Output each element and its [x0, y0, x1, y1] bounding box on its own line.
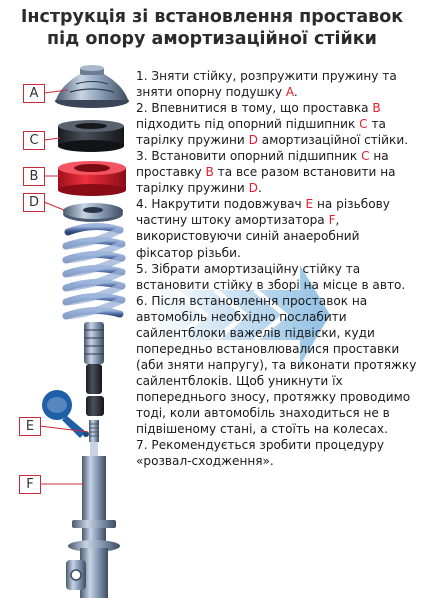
step-text: , використовуючи синій анаеробний фіксатор різьби. — [136, 213, 360, 260]
step-6 — [136, 293, 418, 437]
step-number: 4. — [136, 197, 148, 212]
step-number: 2. — [136, 101, 148, 116]
step-ref: A — [285, 85, 294, 100]
rod-extender — [89, 420, 99, 442]
step-2 — [136, 100, 418, 148]
step-ref: C — [359, 117, 368, 132]
label-e: E — [19, 417, 41, 436]
label-a: A — [23, 84, 45, 103]
step-text: Впевнитися в тому, що проставка — [151, 101, 373, 116]
step-text: Рекомендується зробити процедуру «розвал-сходження». — [136, 438, 384, 469]
title-line-2: під опору амортизаційної стійки — [47, 29, 377, 49]
step-7 — [136, 437, 418, 469]
step-3 — [136, 148, 418, 196]
label-f: F — [19, 475, 41, 494]
label-d: D — [23, 193, 45, 212]
step-number: 5. — [136, 261, 148, 276]
support-bearing — [58, 120, 124, 152]
step-text: Встановити опорний підшипник — [151, 149, 362, 164]
instruction-list — [136, 68, 418, 469]
step-text: . — [293, 85, 298, 100]
step-ref: B — [372, 101, 381, 116]
step-5 — [136, 261, 418, 293]
step-text: Зібрати амортизаційну стійку та встановити стійку в зборі на місце в авто. — [136, 261, 406, 292]
step-number: 1. — [136, 69, 148, 83]
red-spacer — [58, 161, 126, 196]
step-ref: D — [248, 181, 258, 196]
step-text: на різьбову частину штоку амортизатора — [136, 197, 390, 228]
step-text: на проставку — [136, 149, 389, 180]
top-mount-cushion — [55, 65, 129, 108]
step-number: 6. — [136, 293, 148, 308]
step-number: 7. — [136, 438, 148, 453]
label-b: B — [23, 167, 45, 186]
step-text: підходить під опорний підшипник — [136, 117, 360, 132]
dust-boot — [84, 322, 104, 416]
spring-plate — [63, 203, 123, 222]
step-4 — [136, 196, 418, 260]
step-1 — [136, 68, 418, 100]
step-number: 3. — [136, 149, 148, 164]
shock-absorber — [66, 442, 120, 598]
step-text: та тарілку пружини — [136, 117, 386, 148]
step-text: та все разом встановити на тарілку пружини — [136, 165, 396, 196]
step-ref: E — [305, 197, 314, 212]
step-text: Накрутити подовжувач — [151, 197, 306, 212]
coil-spring — [66, 226, 122, 316]
step-text: . — [257, 181, 262, 196]
step-text: амортизаційної стійки. — [257, 133, 409, 148]
step-text: Після встановлення проставок на автомобіль необхідно послабити сайлентблоки важелів підвіски, куди попередньо встановлювалися проставки (аби зняти напругу), та виконати протяжку сайлентблоків. Щоб уникнути їх попереднього зносу, протяжку проводимо тоді, коли автомобіль знаходиться не в підвішеному стані, а стоїть на колесах. — [136, 293, 417, 437]
step-ref: D — [248, 133, 258, 148]
step-ref: B — [205, 165, 214, 180]
step-text: Зняти стійку, розпружити пружину та зняти опорну подушку — [136, 69, 397, 100]
step-ref: C — [361, 149, 370, 164]
label-c: C — [23, 131, 45, 150]
step-ref: F — [328, 213, 336, 228]
title-line-1: Інструкція зі встановлення проставок — [20, 7, 404, 27]
